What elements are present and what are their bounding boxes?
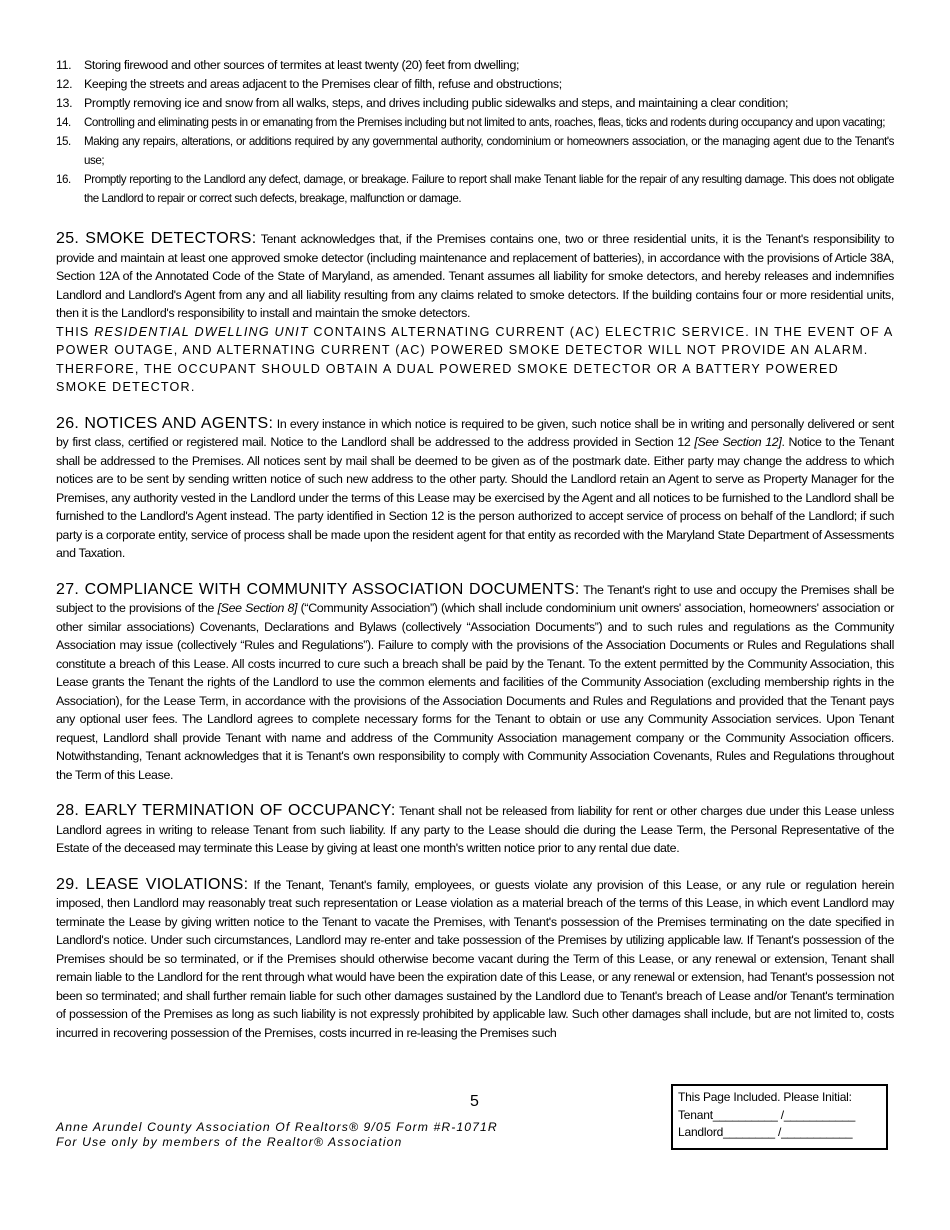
list-item: 13. Promptly removing ice and snow from all walks, steps, and drives including public sidewalks and steps, and maintaining a clear condition; [56, 96, 789, 110]
section-heading: 29. LEASE VIOLATIONS: [56, 875, 249, 893]
list-item: 16. Promptly reporting to the Landlord any defect, damage, or breakage. Failure to report shall make Tenant liable for the repair of any resulting damage. This does not obligate the Landlord to repair or correct such defects, breakage, malfunction or damage. [56, 173, 894, 205]
section-29-lease-violations [56, 876, 894, 1043]
document-page [56, 56, 894, 1042]
list-item: 11. Storing firewood and other sources of termites at least twenty (20) feet from dwelling; [56, 58, 520, 72]
section-heading: 28. EARLY TERMINATION OF OCCUPANCY: [56, 802, 396, 819]
section-heading: 27. COMPLIANCE WITH COMMUNITY ASSOCIATION DOCUMENTS: [56, 580, 580, 598]
tenant-obligations-list [56, 56, 894, 208]
initials-box [671, 1084, 888, 1150]
section-28-early-termination [56, 802, 894, 858]
section-heading: 25. SMOKE DETECTORS: [56, 230, 257, 247]
list-item: 14. Controlling and eliminating pests in or emanating from the Premises including but not limited to ants, roaches, fleas, ticks and rodents during occupancy and upon vacating; [56, 116, 885, 129]
list-item: 15. Making any repairs, alterations, or additions required by any governmental authority, condominium or homeowners association, or the managing agent due to the Tenant's use; [56, 135, 894, 167]
section-reference: [See Section 8] [217, 601, 298, 615]
section-26-notices-and-agents: 26. NOTICES AND AGENTS: In every instance in which notice is required to be given, such notice shall be in writing and personally delivered or sent by first class, certified or registered mail. Notice to the Landlord shall be addressed to the address provided in Section 12 [See Section 12]. Notice to the Tenant shall be addressed to the Premises. All notices sent by mail shall be deemed to be given as of the postmark date. Either party may change the address to which notices are to be sent by sending written notice of such new address to the other party. Should the Landlord retain an Agent to serve as Property Manager for the Premises, any authority vested in the Landlord under the terms of this Lease may be exercised by the Agent and all notices to be furnished to the Landlord shall be furnished to the Landlord's Agent instead. The party identified in Section 12 is the person authorized to accept service of process on behalf of the Landlord; if such party is a corporate entity, service of process shall be made upon the resident agent for that entity as recorded with the Maryland State Department of Assessments and Taxation. [56, 414, 895, 560]
section-body: Tenant shall not be released from liability for rent or other charges due under this Lease unless Landlord agrees in writing to release Tenant from such liability. If any party to the Lease should die during the Lease Term, the Personal Representative of the Estate of the deceased may terminate this Lease by giving at least one month's written notice prior to any rental due date. [56, 804, 894, 855]
footer-usage-note: For Use only by members of the Realtor® Association [56, 1135, 403, 1149]
initials-instruction: This Page Included. Please Initial: [678, 1090, 852, 1104]
section-heading: 26. NOTICES AND AGENTS: [56, 414, 274, 432]
smoke-detector-warning: THIS RESIDENTIAL DWELLING UNIT CONTAINS ALTERNATING CURRENT (AC) ELECTRIC SERVICE. IN THE EVENT OF A POWER OUTAGE, AND ALTERNATING CURRENT (AC) POWERED SMOKE DETECTOR WILL NOT PROVIDE AN ALARM. THERFORE, THE OCCUPANT SHOULD OBTAIN A DUAL POWERED SMOKE DETECTOR OR A BATTERY POWERED SMOKE DETECTOR. [56, 324, 893, 394]
page-number: 5 [470, 1093, 479, 1110]
section-25-smoke-detectors [56, 230, 894, 397]
form-footer [56, 1120, 498, 1150]
list-item: 12. Keeping the streets and areas adjacent to the Premises clear of filth, refuse and obstructions; [56, 77, 562, 91]
section-reference: [See Section 12] [694, 435, 782, 449]
section-body: Tenant acknowledges that, if the Premises contains one, two or three residential units, it is the Tenant's responsibility to provide and maintain at least one approved smoke detector (including maintenance and replacement of batteries), in accordance with the provisions of Article 38A, Section 12A of the Annotated Code of the State of Maryland, as amended. Tenant assumes all liability for smoke detectors, and hereby releases and indemnifies Landlord and Landlord's Agent from any and all liability resulting from any claims related to smoke detectors. If the building contains four or more residential units, then it is the Landlord's responsibility to install and maintain the smoke detectors. [56, 232, 894, 320]
section-27-community-association: 27. COMPLIANCE WITH COMMUNITY ASSOCIATION DOCUMENTS: The Tenant's right to use and occupy the Premises shall be subject to the provisions of the [See Section 8] (“Community Association”) (which shall include condominium unit owners' association, homeowners' association or other similar associations) Covenants, Declarations and Bylaws (collectively “Association Documents”) and to such rules and regulations as the Community Association may issue (collectively “Rules and Regulations”). Failure to comply with the provisions of the Association Documents or Rules and Regulations shall constitute a breach of this Lease. All costs incurred to cure such a breach shall be paid by the Tenant. To the extent permitted by the Community Association, this Lease grants the Tenant the rights of the Landlord to use the common elements and facilities of the Community Association (excluding membership rights in the Association), for the Lease Term, in accordance with the provisions of the Association Documents and Rules and Regulations and provided that the Tenant pays any optional user fees. The Landlord agrees to complete necessary forms for the Tenant to obtain or use any Community Association services. Upon Tenant request, Landlord shall provide Tenant with name and address of the Community Association management company or the Community Association officers. Notwithstanding, Tenant acknowledges that it is Tenant's own responsibility to comply with Community Association Covenants, Rules and Regulations throughout the Term of this Lease. [56, 580, 895, 782]
section-body: If the Tenant, Tenant's family, employees, or guests violate any provision of this Lease, or any rule or regulation herein imposed, then Landlord may reasonably treat such representation or Lease violation as a material breach of the terms of this Lease, in which event Landlord may terminate the Lease by giving written notice to the Tenant to vacate the Premises, with Tenant's possession of the Premises terminating on the date specified in Landlord's notice. Under such circumstances, Landlord may re-enter and take possession of the Premises by utilizing applicable law. If Tenant's possession of the Premises should be so terminated, or if the Premises should otherwise become vacant during the Term of this Lease, or any renewal or extension, Tenant shall remain liable to the Landlord for the rent through what would have been the expiration date of this Lease, or any renewal or extension, had Tenant's possession not been so terminated; and shall further remain liable for such other damages sustained by the Landlord due to Tenant's breach of Lease and/or Tenant's termination of possession of the Premises as long as such liability is not expressly prohibited by applicable law. Such other damages shall include, but are not limited to, costs incurred in recovering possession of the Premises, costs incurred in re-leasing the Premises such [56, 877, 894, 1040]
tenant-initials-field[interactable]: Tenant__________ /___________ [678, 1107, 856, 1122]
footer-form-id: Anne Arundel County Association Of Realtors® 9/05 Form #R-1071R [56, 1120, 498, 1134]
landlord-initials-field[interactable]: Landlord________ /___________ [678, 1125, 853, 1139]
